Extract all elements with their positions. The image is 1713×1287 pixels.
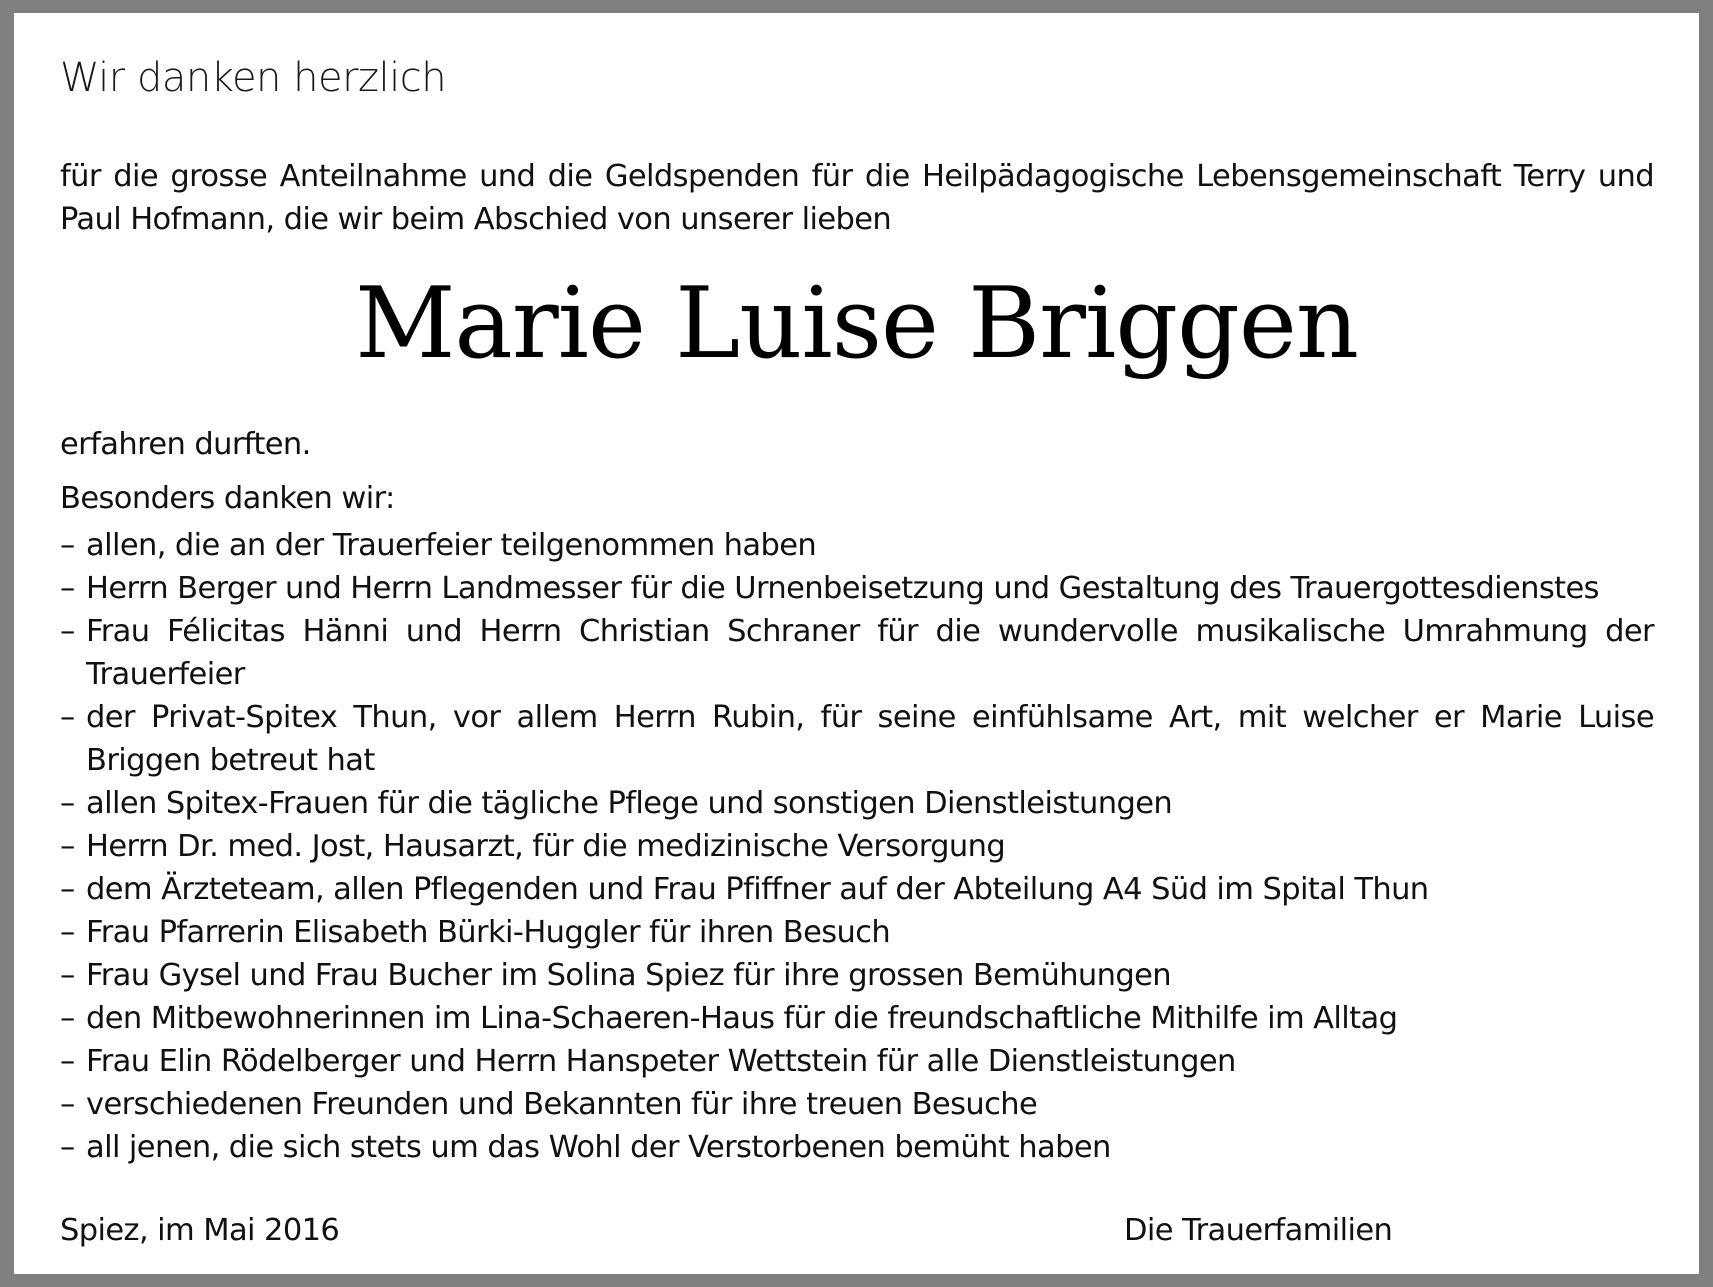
thanks-item-text: allen, die an der Trauerfeier teilgenommen haben [86,528,817,563]
place-date: Spiez, im Mai 2016 [60,1213,340,1248]
thanks-item-text: Herrn Berger und Herrn Landmesser für die Urnenbeisetzung und Gestaltung des Trauergottesdienstes [86,571,1599,606]
thanks-item [60,1083,1654,1126]
dash: – [60,829,75,864]
thanks-item-text: Frau Pfarrerin Elisabeth Bürki-Huggler für ihren Besuch [86,915,891,950]
intro-paragraph: für die grosse Anteilnahme und die Geldspenden für die Heilpädagogische Lebensgemeinschaft Terry und Paul Hofmann, die wir beim Abschied von unserer lieben [60,159,1654,237]
thanks-item [60,825,1654,868]
thanks-item [60,696,1654,782]
dash: – [60,872,75,907]
dash: – [60,958,75,993]
dash: – [60,614,75,649]
thanks-item-text: allen Spitex-Frauen für die tägliche Pflege und sonstigen Dienstleistungen [86,786,1173,821]
heading: Wir danken herzlich [60,55,447,101]
thanks-item-text: Frau Gysel und Frau Bucher im Solina Spiez für ihre grossen Bemühungen [86,958,1172,993]
thanks-item [60,610,1654,696]
thanks-list [60,524,1654,1169]
dash: – [60,1044,75,1079]
thanks-item-text: dem Ärzteteam, allen Pflegenden und Frau Pfiffner auf der Abteilung A4 Süd im Spital Thun [86,872,1429,907]
thanks-item [60,1126,1654,1169]
dash: – [60,700,75,735]
signature: Die Trauerfamilien [1124,1213,1393,1248]
thanks-item [60,997,1654,1040]
thanks-item [60,782,1654,825]
thanks-item [60,1040,1654,1083]
thanks-item [60,954,1654,997]
thanks-title: Besonders danken wir: [60,481,395,516]
obituary-sheet [14,13,1699,1274]
thanks-item-text: verschiedenen Freunden und Bekannten für ihre treuen Besuche [86,1087,1038,1122]
thanks-item [60,868,1654,911]
after-name-text: erfahren durften. [60,427,311,462]
thanks-item [60,911,1654,954]
dash: – [60,1087,75,1122]
thanks-item-text: Herrn Dr. med. Jost, Hausarzt, für die medizinische Versorgung [86,829,1006,864]
dash: – [60,1001,75,1036]
thanks-item-text: den Mitbewohnerinnen im Lina-Schaeren-Haus für die freundschaftliche Mithilfe im Alltag [86,1001,1398,1036]
dash: – [60,786,75,821]
dash: – [60,571,75,606]
thanks-item-text: Frau Félicitas Hänni und Herrn Christian Schraner für die wundervolle musikalische Umrahmung der Trauerfeier [86,614,1654,692]
dash: – [60,1130,75,1165]
deceased-name: Marie Luise Briggen [355,267,1358,381]
thanks-item [60,567,1654,610]
thanks-item-text: all jenen, die sich stets um das Wohl der Verstorbenen bemüht haben [86,1130,1111,1165]
thanks-item-text: Frau Elin Rödelberger und Herrn Hanspeter Wettstein für alle Dienstleistungen [86,1044,1236,1079]
thanks-item-text: der Privat-Spitex Thun, vor allem Herrn Rubin, für seine einfühlsame Art, mit welcher er Marie Luise Briggen betreut hat [86,700,1654,778]
thanks-item [60,524,1654,567]
dash: – [60,528,75,563]
dash: – [60,915,75,950]
